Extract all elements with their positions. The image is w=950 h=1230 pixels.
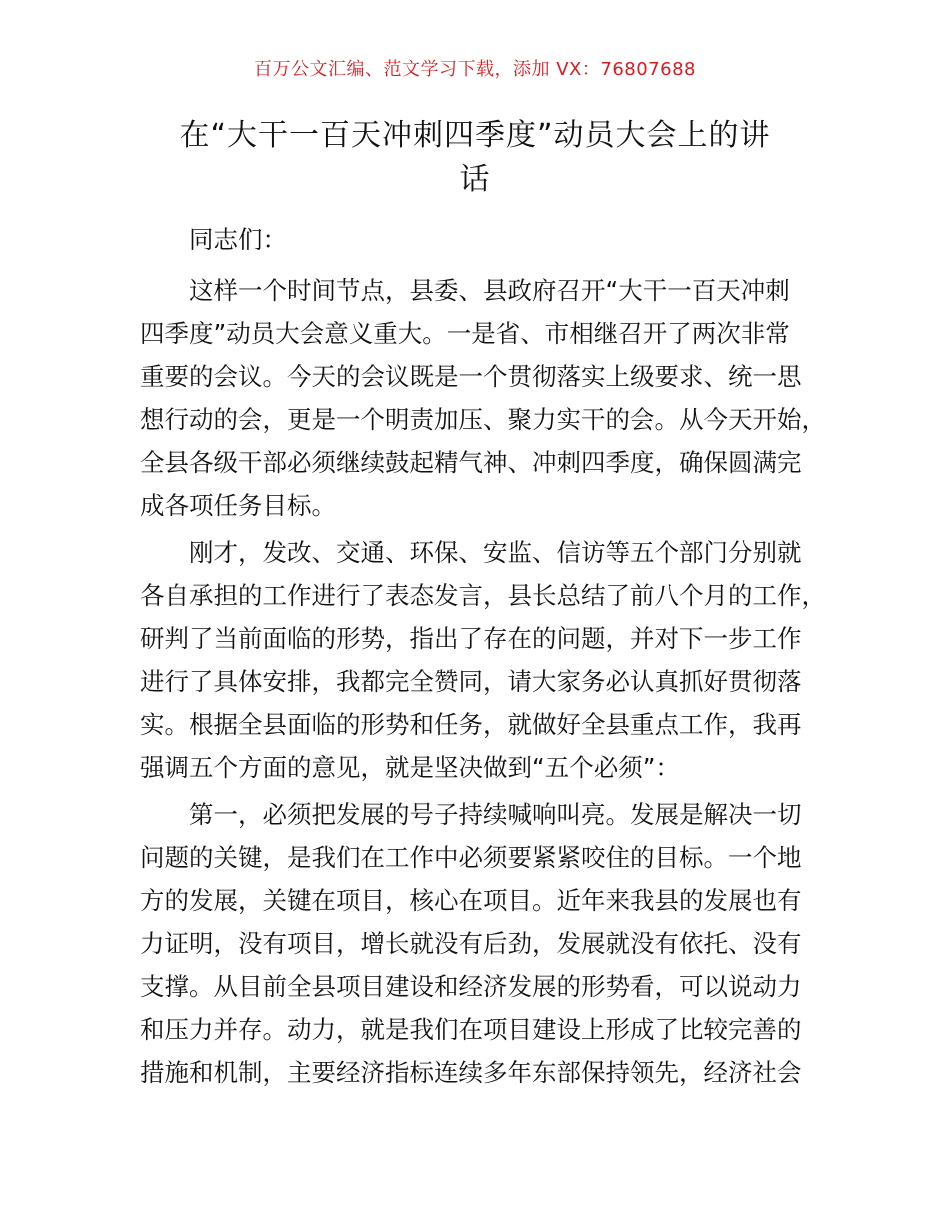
paragraph-line: 这样一个时间节点，县委、县政府召开“大干一百天冲刺 bbox=[189, 276, 790, 305]
paragraph-line: 支撑。从目前全县项目建设和经济发展的形势看，可以说动力 bbox=[140, 972, 802, 1001]
paragraph-line: 四季度”动员大会意义重大。一是省、市相继召开了两次非常 bbox=[140, 319, 790, 348]
paragraph-line: 进行了具体安排，我都完全赞同，请大家务必认真抓好贯彻落 bbox=[140, 667, 802, 696]
paragraph-line: 方的发展，关键在项目，核心在项目。近年来我县的发展也有 bbox=[140, 886, 802, 915]
paragraph-line: 想行动的会，更是一个明责加压、聚力实干的会。从今天开始， bbox=[140, 405, 826, 434]
salutation bbox=[140, 218, 840, 261]
document-title-line-1: 在“大干一百天冲刺四季度”动员大会上的讲 bbox=[179, 118, 771, 153]
paragraph-line: 各自承担的工作进行了表态发言，县长总结了前八个月的工作， bbox=[140, 581, 826, 610]
salutation-text: 同志们： bbox=[189, 225, 287, 254]
paragraph-line: 成各项任务目标。 bbox=[140, 491, 336, 520]
paragraph-3 bbox=[140, 793, 840, 1094]
document-title bbox=[140, 114, 810, 202]
paragraph-line: 强调五个方面的意见，就是坚决做到“五个必须”： bbox=[140, 753, 680, 782]
paragraph-line: 研判了当前面临的形势，指出了存在的问题，并对下一步工作 bbox=[140, 624, 802, 653]
document-body bbox=[140, 218, 840, 1098]
paragraph-1 bbox=[140, 269, 840, 527]
paragraph-line: 全县各级干部必须继续鼓起精气神、冲刺四季度，确保圆满完 bbox=[140, 448, 802, 477]
paragraph-line: 重要的会议。今天的会议既是一个贯彻落实上级要求、统一思 bbox=[140, 362, 802, 391]
document-title-line-2: 话 bbox=[459, 162, 491, 197]
paragraph-line: 和压力并存。动力，就是我们在项目建设上形成了比较完善的 bbox=[140, 1015, 802, 1044]
paragraph-line: 刚才，发改、交通、环保、安监、信访等五个部门分别就 bbox=[189, 538, 802, 567]
paragraph-line: 实。根据全县面临的形势和任务，就做好全县重点工作，我再 bbox=[140, 710, 802, 739]
paragraph-line: 力证明，没有项目，增长就没有后劲，发展就没有依托、没有 bbox=[140, 929, 802, 958]
watermark-header-note: 百万公文汇编、范文学习下载，添加 VX：76807688 bbox=[254, 59, 696, 80]
paragraph-line: 问题的关键，是我们在工作中必须要紧紧咬住的目标。一个地 bbox=[140, 843, 802, 872]
paragraph-line: 措施和机制，主要经济指标连续多年东部保持领先，经济社会 bbox=[140, 1058, 802, 1087]
paragraph-line: 第一，必须把发展的号子持续喊响叫亮。发展是解决一切 bbox=[189, 800, 802, 829]
paragraph-2 bbox=[140, 531, 840, 789]
